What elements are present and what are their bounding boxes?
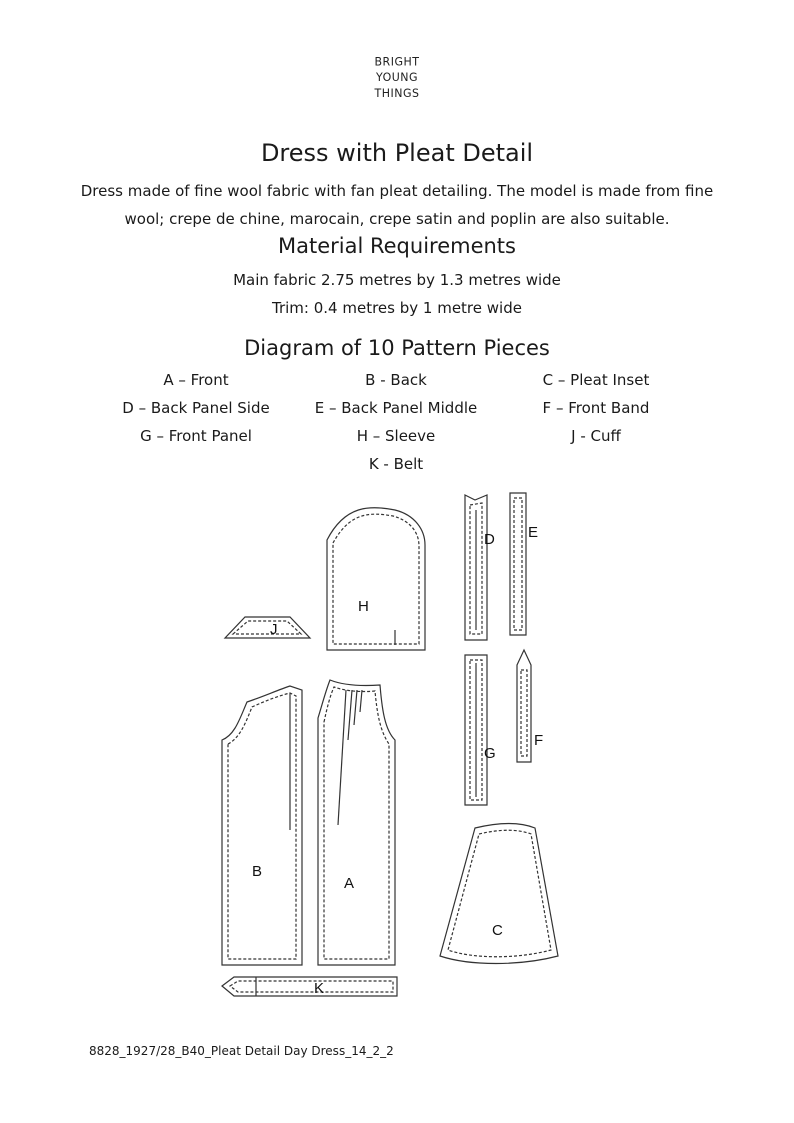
logo-line-1: BRIGHT <box>374 54 420 69</box>
label-d: D <box>484 531 495 548</box>
brand-logo <box>357 54 437 101</box>
sleeve-piece <box>327 508 425 650</box>
front-band-piece <box>517 650 543 762</box>
description <box>0 177 794 233</box>
piece-f: F – Front Band <box>542 399 650 417</box>
label-b: B <box>252 863 263 880</box>
piece-b: B - Back <box>365 371 427 389</box>
label-e: E <box>528 524 539 541</box>
label-j: J <box>270 621 278 638</box>
materials-trim: Trim: 0.4 metres by 1 metre wide <box>272 299 522 317</box>
description-line-2: wool; crepe de chine, marocain, crepe satin and poplin are also suitable. <box>124 210 670 228</box>
page-title: Dress with Pleat Detail <box>260 139 534 167</box>
materials-main: Main fabric 2.75 metres by 1.3 metres wide <box>233 271 561 289</box>
label-k: K <box>314 980 325 997</box>
label-g: G <box>484 745 496 762</box>
front-piece <box>318 680 395 965</box>
label-c: C <box>492 922 503 939</box>
label-h: H <box>358 598 369 615</box>
piece-g: G – Front Panel <box>140 427 252 445</box>
pattern-diagram <box>0 480 794 1010</box>
piece-k: K - Belt <box>368 455 424 473</box>
description-line-1: Dress made of fine wool fabric with fan pleat detailing. The model is made from fine <box>80 182 714 200</box>
materials-heading: Material Requirements <box>278 234 516 258</box>
label-f: F <box>534 732 544 749</box>
piece-e: E – Back Panel Middle <box>314 399 478 417</box>
back-panel-middle-piece <box>510 493 538 635</box>
diagram-heading: Diagram of 10 Pattern Pieces <box>244 336 550 360</box>
piece-j: J - Cuff <box>571 427 621 445</box>
cuff-piece <box>225 617 310 638</box>
logo-line-3: THINGS <box>374 86 420 101</box>
belt-piece <box>222 977 397 997</box>
label-a: A <box>344 875 355 892</box>
logo-line-2: YOUNG <box>375 70 419 85</box>
front-panel-piece <box>465 655 496 805</box>
pleat-inset-piece <box>440 824 558 964</box>
back-panel-side-piece <box>465 495 495 640</box>
back-piece <box>222 686 302 965</box>
piece-c: C – Pleat Inset <box>542 371 650 389</box>
piece-h: H – Sleeve <box>356 427 436 445</box>
piece-d: D – Back Panel Side <box>122 399 270 417</box>
document-footer: 8828_1927/28_B40_Pleat Detail Day Dress_14_2_2 <box>89 1044 394 1058</box>
piece-a: A – Front <box>163 371 229 389</box>
